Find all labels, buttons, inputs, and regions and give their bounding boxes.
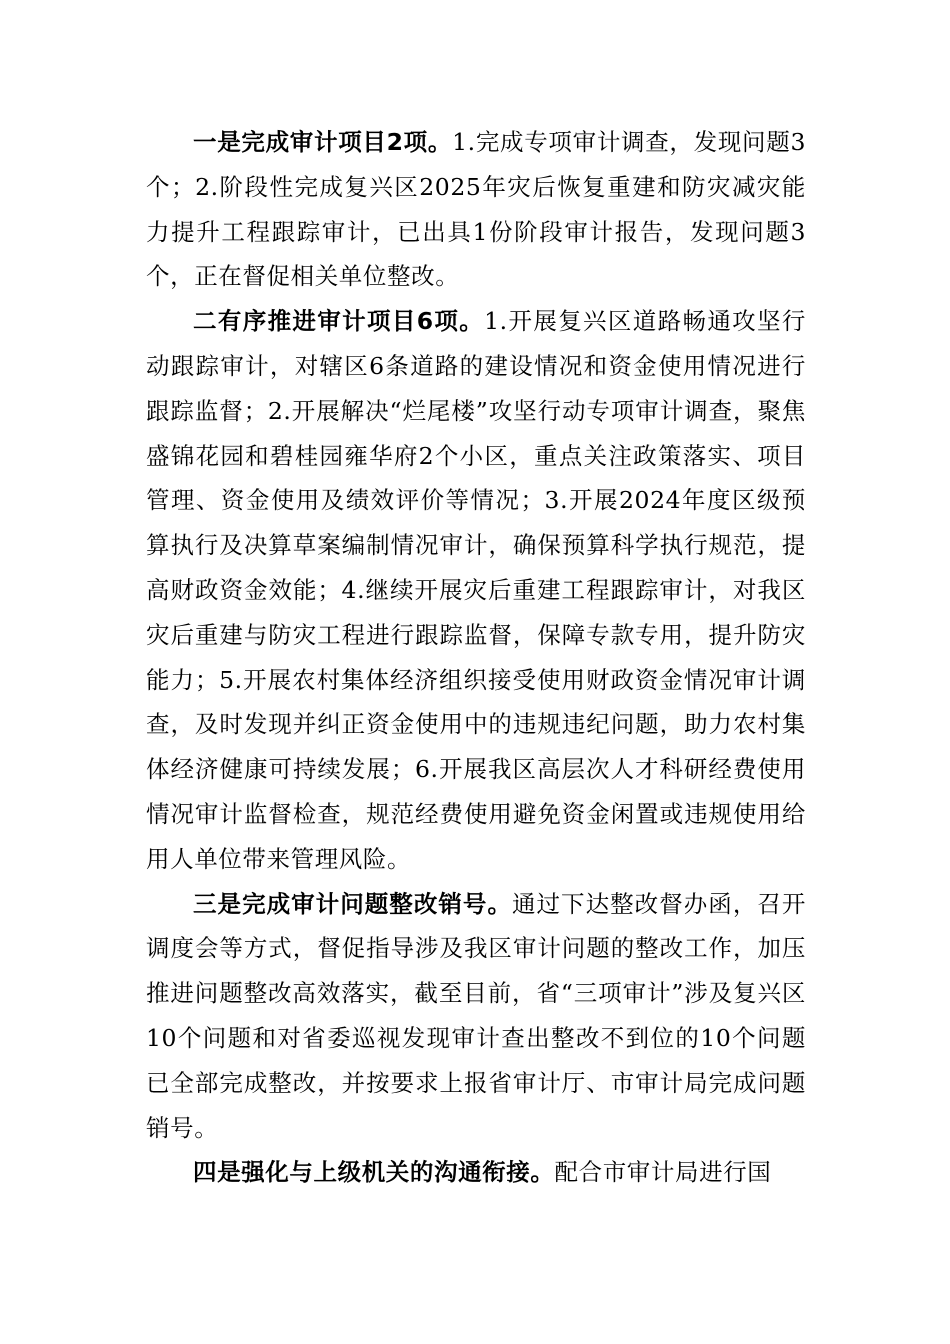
paragraph-3 (146, 882, 806, 1151)
paragraph-3-body: 通过下达整改督办函，召开调度会等方式，督促指导涉及我区审计问题的整改工作，加压推进问题整改高效落实，截至目前，省“三项审计”涉及复兴区10个问题和对省委巡视发现审计查出整改不到位的10个问题已全部完成整改，并按要求上报省审计厅、市审计局完成问题销号。 (146, 889, 806, 1142)
paragraph-2-body: 1.开展复兴区道路畅通攻坚行动跟踪审计，对辖区6条道路的建设情况和资金使用情况进行跟踪监督；2.开展解决“烂尾楼”攻坚行动专项审计调查，聚焦盛锦花园和碧桂园雍华府2个小区，重点关注政策落实、项目管理、资金使用及绩效评价等情况；3.开展2024年度区级预算执行及决算草案编制情况审计，确保预算科学执行规范，提高财政资金效能；4.继续开展灾后重建工程跟踪审计，对我区灾后重建与防灾工程进行跟踪监督，保障专款专用，提升防灾能力；5.开展农村集体经济组织接受使用财政资金情况审计调查，及时发现并纠正资金使用中的违规违纪问题，助力农村集体经济健康可持续发展；6.开展我区高层次人才科研经费使用情况审计监督检查，规范经费使用避免资金闲置或违规使用给用人单位带来管理风险。 (146, 307, 806, 873)
paragraph-1 (146, 120, 806, 299)
paragraph-4 (146, 1150, 806, 1195)
document-page (146, 120, 806, 1195)
paragraph-1-heading: 一是完成审计项目2项。 (193, 128, 453, 156)
paragraph-4-heading: 四是强化与上级机关的沟通衔接。 (193, 1158, 555, 1187)
paragraph-1-body: 1.完成专项审计调查，发现问题3个；2.阶段性完成复兴区2025年灾后恢复重建和防灾减灾能力提升工程跟踪审计，已出具1份阶段审计报告，发现问题3个，正在督促相关单位整改。 (146, 128, 807, 291)
paragraph-3-heading: 三是完成审计问题整改销号。 (193, 889, 512, 918)
paragraph-2-heading: 二有序推进审计项目6项。 (193, 307, 485, 336)
paragraph-4-body: 配合市审计局进行国 (554, 1158, 772, 1187)
paragraph-2 (146, 299, 806, 881)
